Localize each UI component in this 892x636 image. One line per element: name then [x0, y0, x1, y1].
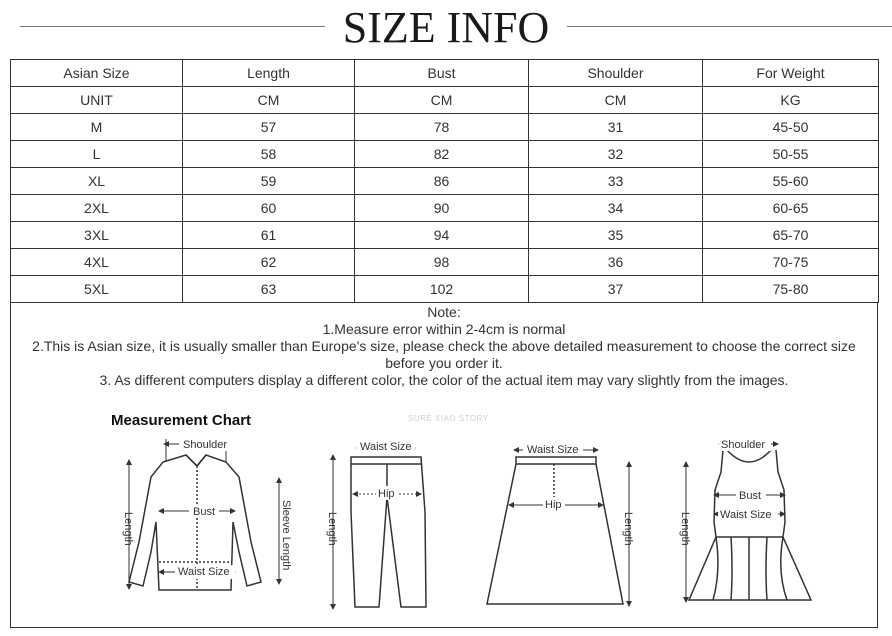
dress-length-label: Length: [679, 512, 691, 546]
table-row: [11, 222, 879, 249]
header-rule-right: [567, 26, 892, 27]
table-cell: XL: [11, 168, 183, 195]
pants-length-label: Length: [326, 512, 338, 546]
shirt-waist-label: Waist Size: [178, 566, 230, 578]
table-cell: CM: [529, 87, 703, 114]
watermark: SURE XIAO STORY: [408, 414, 489, 423]
table-cell: 60-65: [703, 195, 879, 222]
table-cell: Asian Size: [11, 60, 183, 87]
pants-hip-label: Hip: [378, 488, 395, 500]
table-cell: 70-75: [703, 249, 879, 276]
skirt-waist-label: Waist Size: [527, 444, 579, 456]
skirt-length-label: Length: [622, 512, 634, 546]
table-cell: 78: [355, 114, 529, 141]
skirt-icon: [487, 457, 623, 604]
header: [0, 0, 892, 56]
skirt-hip-label: Hip: [545, 499, 562, 511]
table-cell: 98: [355, 249, 529, 276]
shirt-bust-label: Bust: [193, 506, 216, 518]
table-cell: 3XL: [11, 222, 183, 249]
dress-icon: [689, 450, 811, 600]
shirt-length-label: Length: [122, 512, 134, 546]
table-cell: Shoulder: [529, 60, 703, 87]
table-header-row: [11, 60, 879, 87]
table-cell: CM: [355, 87, 529, 114]
table-cell: 102: [355, 276, 529, 303]
table-cell: 57: [183, 114, 355, 141]
table-cell: 35: [529, 222, 703, 249]
measurement-chart: [11, 402, 877, 628]
table-row: [11, 168, 879, 195]
dress-waist-label: Waist Size: [720, 509, 772, 521]
table-cell: 65-70: [703, 222, 879, 249]
garment-illustrations: [11, 402, 877, 628]
table-cell: 60: [183, 195, 355, 222]
table-cell: 4XL: [11, 249, 183, 276]
size-table: [10, 59, 879, 303]
measurement-chart-title: Measurement Chart: [111, 412, 252, 429]
note-line-1: 1.Measure error within 2-4cm is normal: [322, 321, 566, 337]
table-cell: KG: [703, 87, 879, 114]
table-cell: 34: [529, 195, 703, 222]
note-line-3: 3. As different computers display a different color, the color of the actual item may vary slightly from the images.: [99, 372, 789, 388]
table-cell: Length: [183, 60, 355, 87]
table-cell: 55-60: [703, 168, 879, 195]
table-cell: CM: [183, 87, 355, 114]
table-row: [11, 141, 879, 168]
table-cell: 90: [355, 195, 529, 222]
notes-panel: [10, 302, 878, 628]
table-cell: 62: [183, 249, 355, 276]
page-title: SIZE INFO: [342, 3, 550, 52]
table-cell: 61: [183, 222, 355, 249]
table-cell: UNIT: [11, 87, 183, 114]
table-cell: 37: [529, 276, 703, 303]
table-cell: 75-80: [703, 276, 879, 303]
table-cell: For Weight: [703, 60, 879, 87]
table-cell: M: [11, 114, 183, 141]
dress-bust-label: Bust: [739, 490, 762, 502]
table-cell: 59: [183, 168, 355, 195]
table-cell: 45-50: [703, 114, 879, 141]
header-rule-left: [20, 26, 325, 27]
shirt-shoulder-label: Shoulder: [183, 439, 228, 451]
table-cell: 2XL: [11, 195, 183, 222]
table-row: [11, 195, 879, 222]
pants-icon: [351, 457, 426, 607]
table-cell: 5XL: [11, 276, 183, 303]
table-cell: 63: [183, 276, 355, 303]
table-cell: 86: [355, 168, 529, 195]
table-unit-row: [11, 87, 879, 114]
shirt-sleeve-label: Sleeve Length: [280, 500, 292, 571]
table-cell: 50-55: [703, 141, 879, 168]
table-cell: 94: [355, 222, 529, 249]
table-cell: 36: [529, 249, 703, 276]
note-line-2-continued: before you order it.: [385, 355, 503, 371]
table-cell: 82: [355, 141, 529, 168]
note-line-2: 2.This is Asian size, it is usually smaller than Europe's size, please check the above detailed measurement to choose the correct size: [32, 338, 856, 354]
pants-waist-label: Waist Size: [360, 441, 412, 453]
table-row: [11, 249, 879, 276]
dress-shoulder-label: Shoulder: [721, 439, 766, 451]
table-row: [11, 114, 879, 141]
table-cell: 31: [529, 114, 703, 141]
table-row: [11, 276, 879, 303]
table-cell: 33: [529, 168, 703, 195]
table-cell: 32: [529, 141, 703, 168]
table-cell: 58: [183, 141, 355, 168]
table-cell: L: [11, 141, 183, 168]
note-title: Note:: [427, 304, 461, 320]
table-cell: Bust: [355, 60, 529, 87]
